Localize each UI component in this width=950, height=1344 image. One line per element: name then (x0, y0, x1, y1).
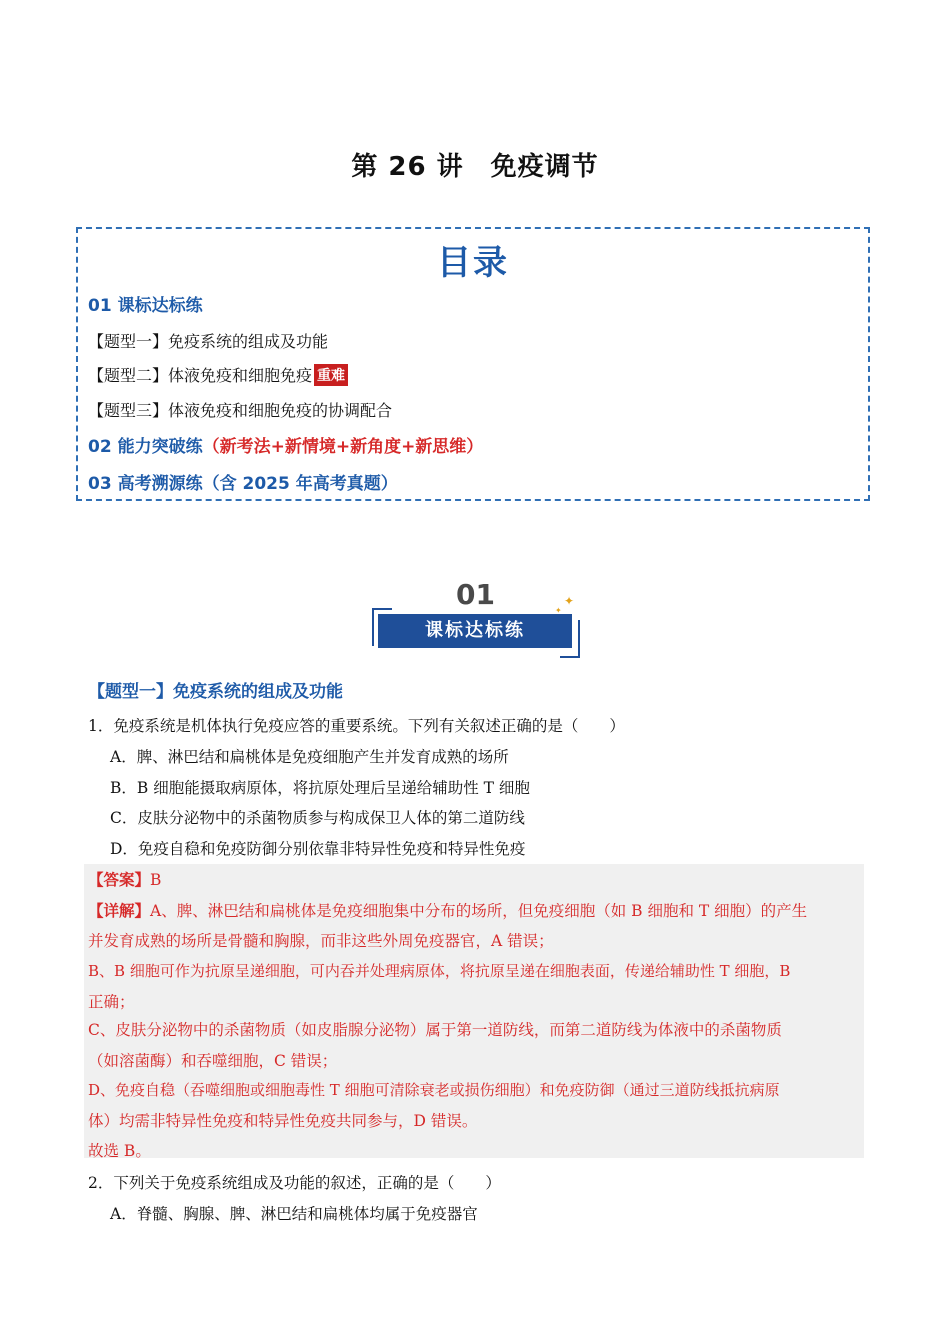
question-1-option-c: C．皮肤分泌物中的杀菌物质参与构成保卫人体的第二道防线 (110, 809, 525, 827)
toc-item-type2[interactable] (88, 363, 348, 386)
toc-item-label: 【题型二】体液免疫和细胞免疫 (88, 366, 313, 385)
toc-section-3-label: 03 高考溯源练（含 2025 年高考真题） (88, 474, 398, 494)
answer-line (88, 868, 161, 890)
question-1-option-a: A．脾、淋巴结和扁桃体是免疫细胞产生并发育成熟的场所 (110, 748, 509, 766)
detail-label: 【详解】 (88, 902, 151, 920)
toc-section-3[interactable] (88, 469, 398, 494)
toc-item-type3[interactable] (88, 398, 392, 421)
toc-section-2-label: 02 能力突破练 (88, 437, 203, 457)
detail-line: B、B 细胞可作为抗原呈递细胞，可内吞并处理病原体，将抗原呈递在细胞表面，传递给辅助性 T 细胞，B (88, 962, 791, 980)
sparkle-icon: ✦ (555, 606, 562, 615)
detail-line: 体）均需非特异性免疫和特异性免疫共同参与，D 错误。 (88, 1112, 478, 1130)
question-2-stem: 2．下列关于免疫系统组成及功能的叙述，正确的是（ ） (88, 1174, 501, 1192)
answer-value: B (150, 871, 162, 889)
question-1-option-b: B．B 细胞能摄取病原体，将抗原处理后呈递给辅助性 T 细胞 (110, 779, 530, 797)
detail-line: （如溶菌酶）和吞噬细胞，C 错误； (88, 1052, 338, 1070)
detail-line: 并发育成熟的场所是骨髓和胸腺，而非这些外周免疫器官，A 错误； (88, 932, 554, 950)
toc-section-2[interactable] (88, 432, 483, 457)
toc-section-2-subtitle: （新考法+新情境+新角度+新思维） (202, 437, 484, 457)
toc-section-1[interactable] (88, 291, 203, 316)
detail-line: C、皮肤分泌物中的杀菌物质（如皮脂腺分泌物）属于第一道防线，而第二道防线为体液中的杀菌物质 (88, 1021, 782, 1039)
page-title: 第 26 讲 免疫调节 (351, 152, 599, 182)
toc-section-1-label: 01 课标达标练 (88, 296, 203, 316)
detail-line: 正确； (88, 993, 135, 1011)
sparkle-icon: ✦ (564, 594, 575, 608)
difficulty-badge: 重难 (314, 364, 348, 386)
question-1-option-d: D．免疫自稳和免疫防御分别依靠非特异性免疫和特异性免疫 (110, 840, 526, 858)
detail-line (88, 899, 807, 921)
toc-item-type1[interactable] (88, 329, 328, 352)
banner-number: 01 (456, 578, 495, 611)
toc-item-label: 【题型一】免疫系统的组成及功能 (88, 332, 329, 351)
detail-line: 故选 B。 (88, 1142, 151, 1160)
question-1-stem: 1．免疫系统是机体执行免疫应答的重要系统。下列有关叙述正确的是（ ） (88, 717, 625, 735)
section-banner (368, 578, 583, 658)
question-type-heading: 【题型一】免疫系统的组成及功能 (88, 682, 343, 702)
detail-text: A、脾、淋巴结和扁桃体是免疫细胞集中分布的场所，但免疫细胞（如 B 细胞和 T 细胞）的产生 (150, 902, 808, 920)
answer-label: 【答案】 (88, 871, 151, 889)
banner-label: 课标达标练 (378, 614, 572, 648)
question-2-option-a: A．脊髓、胸腺、脾、淋巴结和扁桃体均属于免疫器官 (110, 1205, 478, 1223)
detail-line: D、免疫自稳（吞噬细胞或细胞毒性 T 细胞可清除衰老或损伤细胞）和免疫防御（通过三道防线抵抗病原 (88, 1081, 780, 1099)
toc-item-label: 【题型三】体液免疫和细胞免疫的协调配合 (88, 401, 393, 420)
table-of-contents (76, 227, 870, 501)
toc-heading: 目录 (437, 243, 509, 283)
